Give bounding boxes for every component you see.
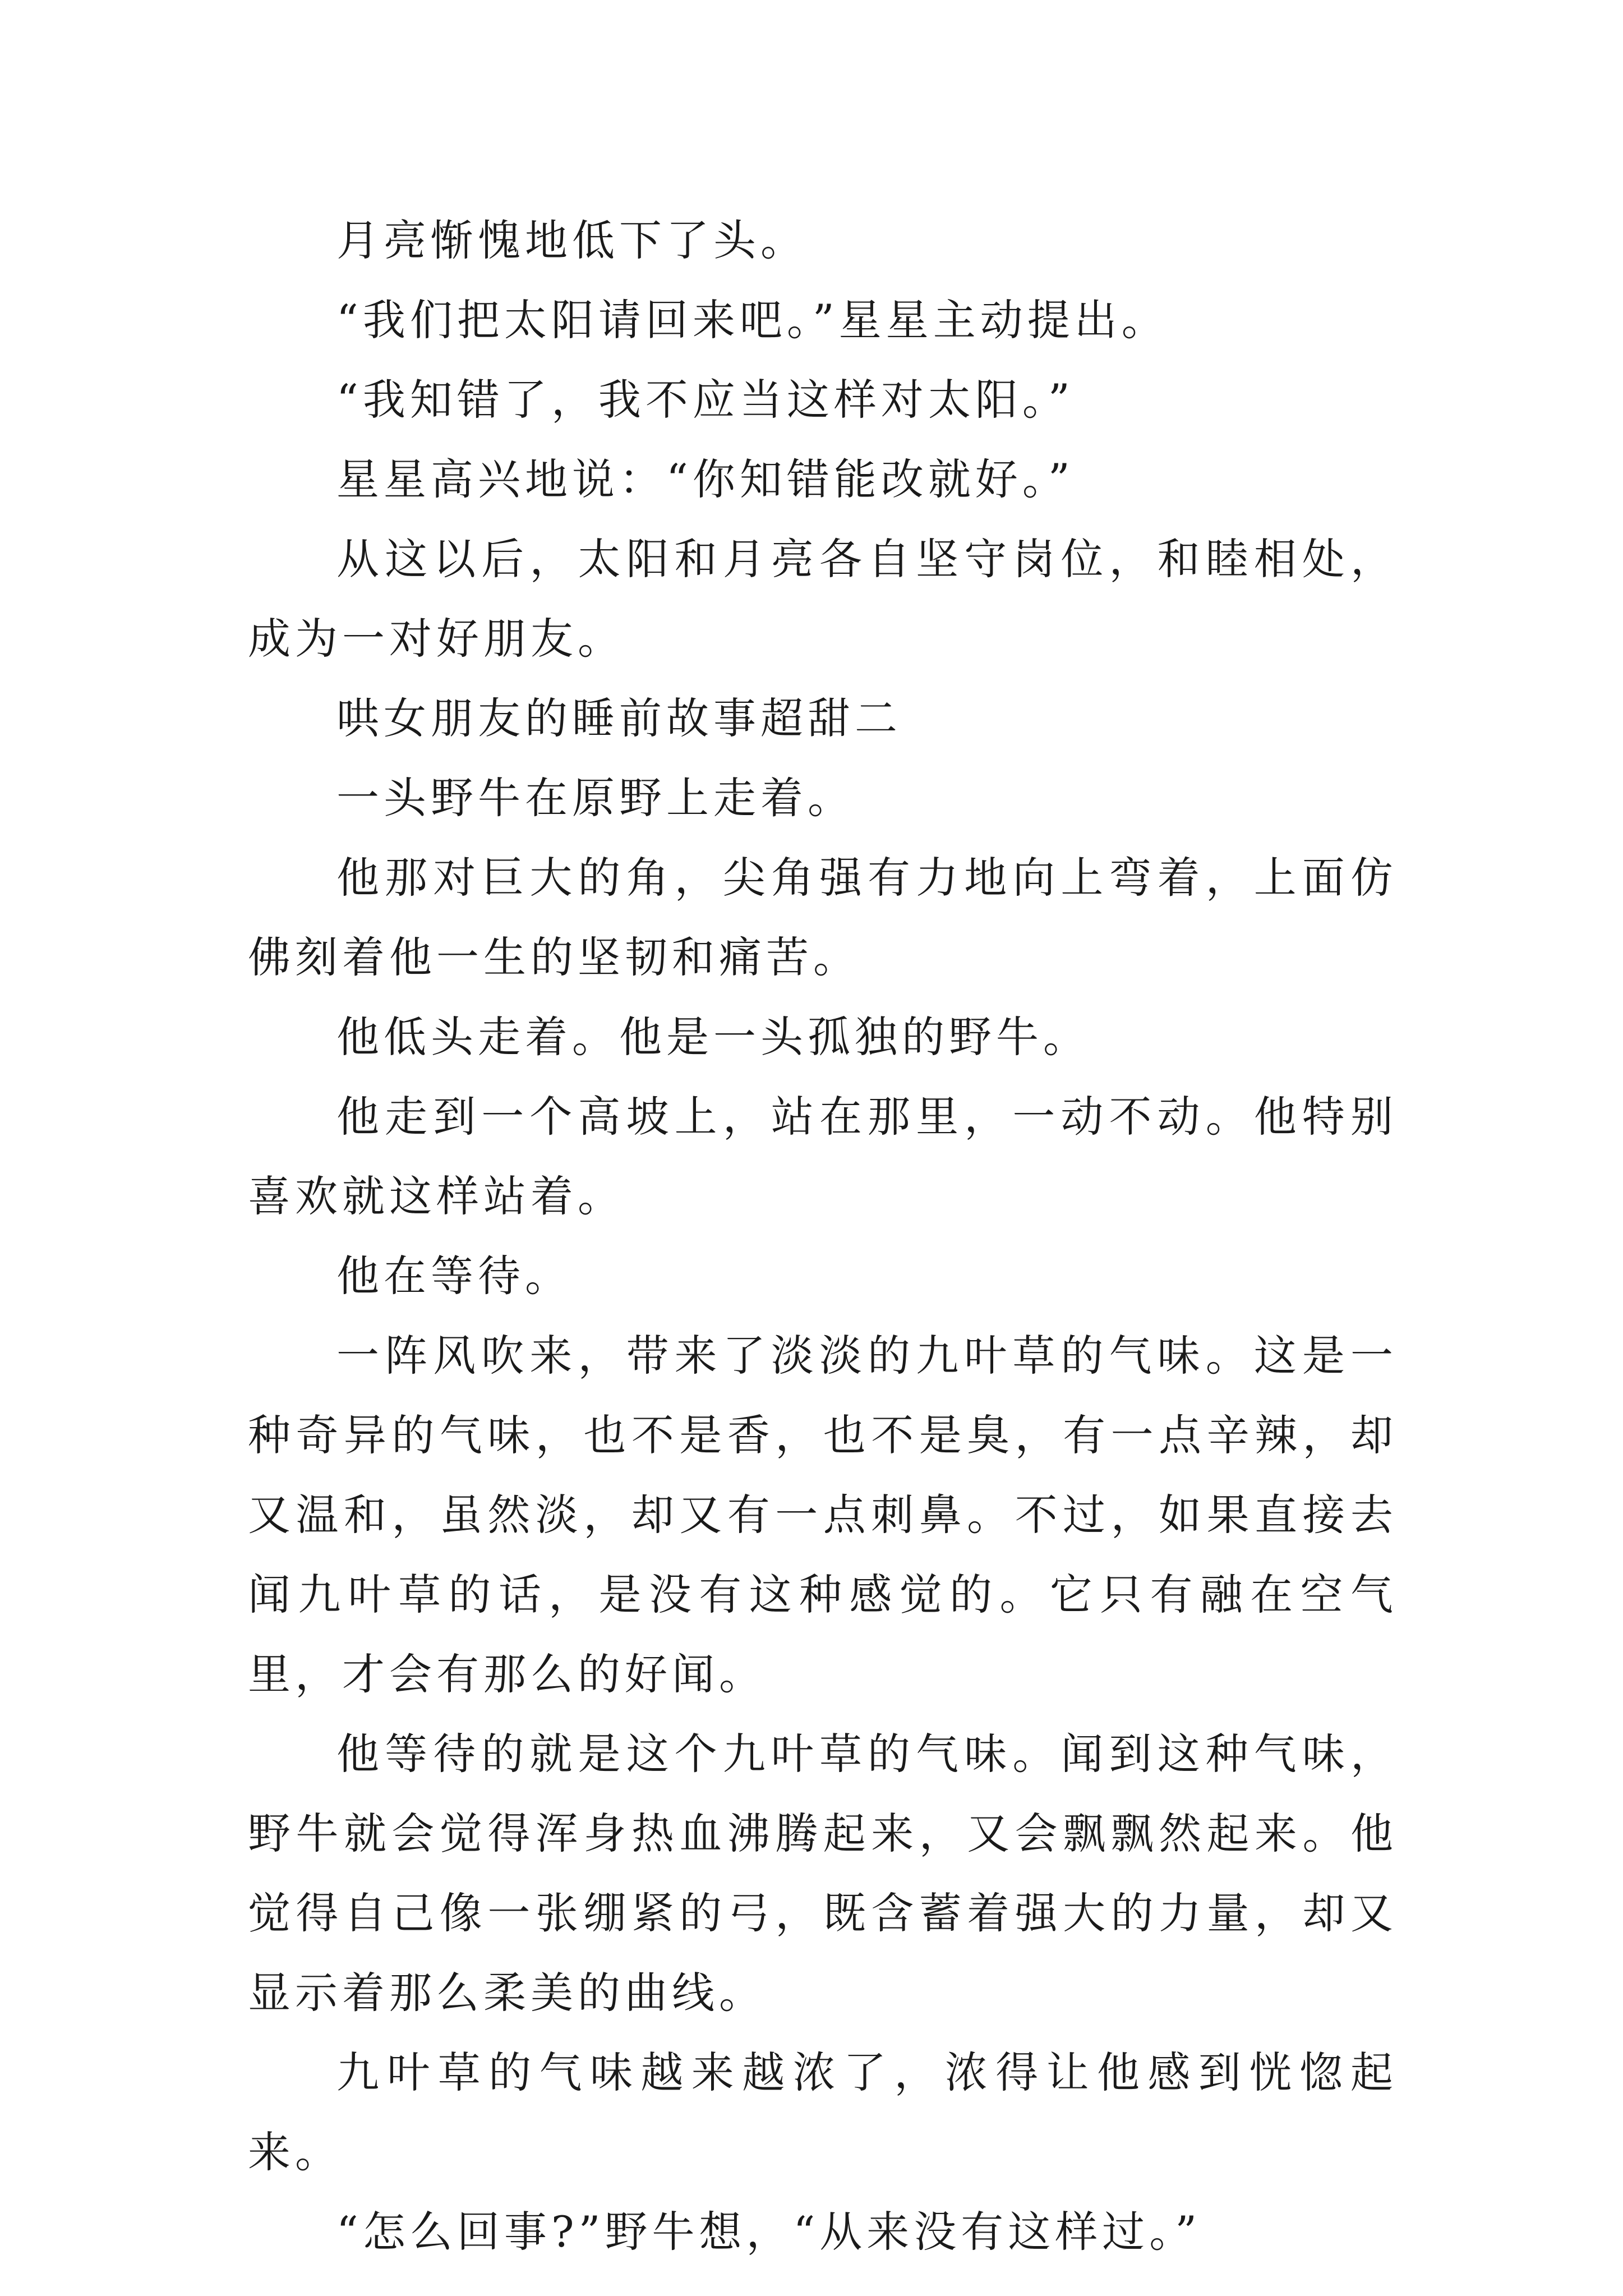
paragraph: 他等待的就是这个九叶草的气味。闻到这种气味，野牛就会觉得浑身热血沸腾起来，又会飘飘然起来。他觉得自己像一张绷紧的弓，既含蓄着强大的力量，却又显示着那么柔美的曲线。 bbox=[248, 1729, 1398, 2018]
paragraph: 一头野牛在原野上走着。 bbox=[336, 773, 855, 823]
paragraph: 他那对巨大的角，尖角强有力地向上弯着，上面仿佛刻着他一生的坚韧和痛苦。 bbox=[248, 853, 1398, 982]
paragraph: 他走到一个高坡上，站在那里，一动不动。他特别喜欢就这样站着。 bbox=[248, 1092, 1398, 1221]
paragraph: 他低头走着。他是一头孤独的野牛。 bbox=[336, 1012, 1090, 1062]
paragraph: 星星高兴地说：“你知错能改就好。” bbox=[336, 454, 1075, 504]
paragraph: 从这以后，太阳和月亮各自坚守岗位，和睦相处，成为一对好朋友。 bbox=[248, 534, 1398, 664]
paragraph: 九叶草的气味越来越浓了，浓得让他感到恍惚起来。 bbox=[248, 2047, 1398, 2177]
paragraph: 月亮惭愧地低下了头。 bbox=[336, 215, 808, 265]
section-heading: 哄女朋友的睡前故事超甜二 bbox=[336, 693, 902, 743]
document-body bbox=[248, 201, 1398, 2272]
paragraph: 他在等待。 bbox=[336, 1251, 572, 1301]
paragraph: “我知错了，我不应当这样对太阳。” bbox=[336, 375, 1075, 425]
paragraph: “我们把太阳请回来吧。”星星主动提出。 bbox=[336, 295, 1169, 345]
paragraph: “怎么回事?”野牛想，“从来没有这样过。” bbox=[336, 2207, 1202, 2257]
paragraph: 一阵风吹来，带来了淡淡的九叶草的气味。这是一种奇异的气味，也不是香，也不是臭，有一点辛辣，却又温和，虽然淡，却又有一点刺鼻。不过，如果直接去闻九叶草的话，是没有这种感觉的。它只有融在空气里，才会有那么的好闻。 bbox=[248, 1331, 1398, 1699]
